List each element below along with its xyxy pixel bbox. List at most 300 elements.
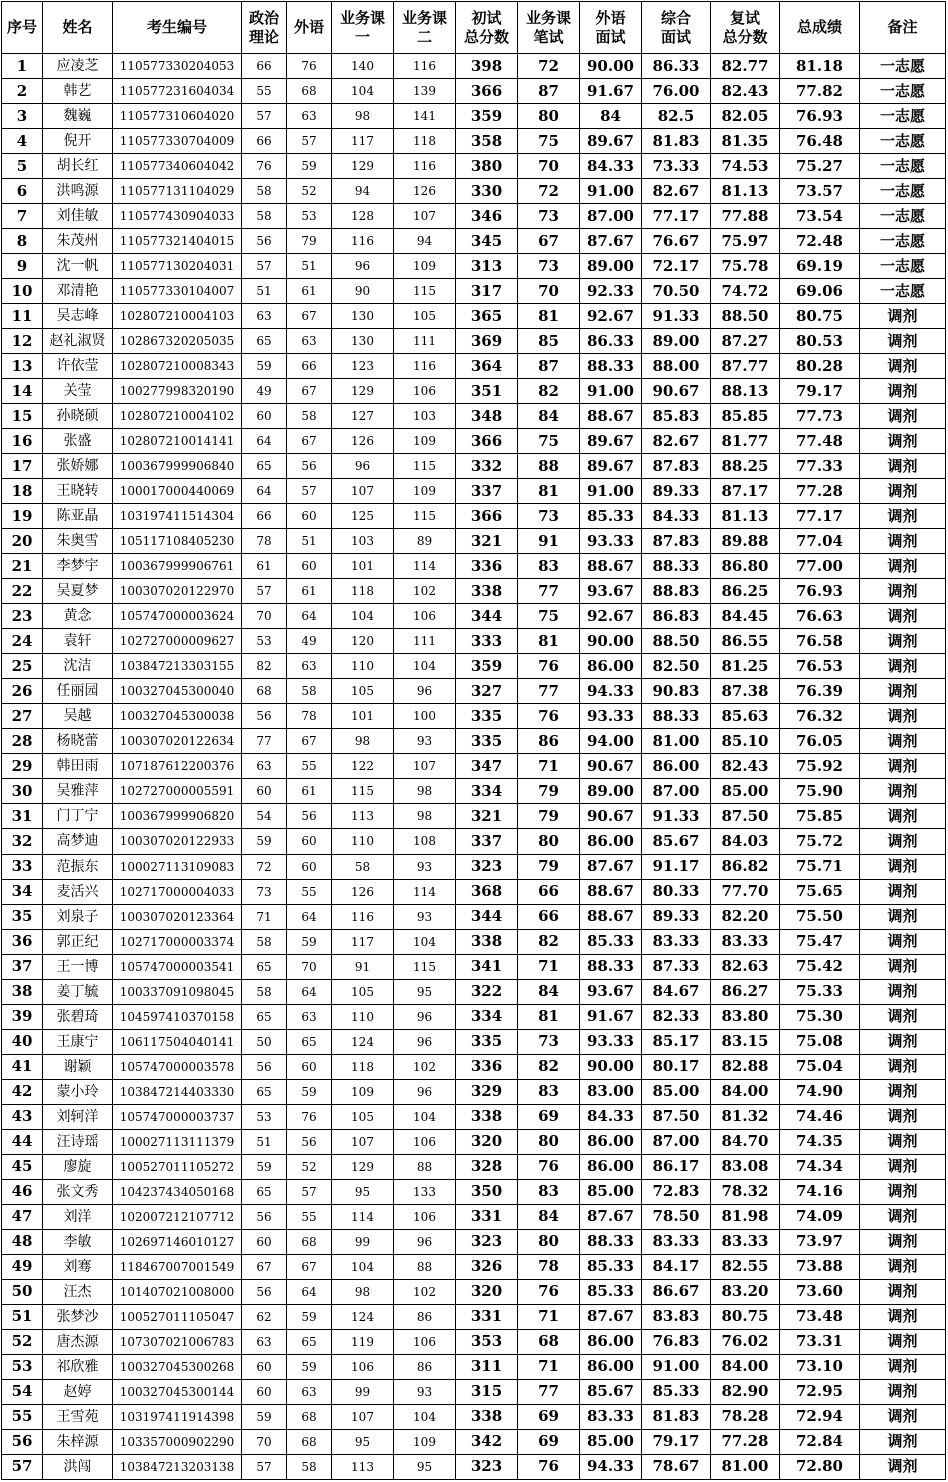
language-interview-cell: 83.00 [580, 1079, 642, 1104]
course-2-cell: 104 [394, 654, 456, 679]
written-test-cell: 80 [518, 829, 580, 854]
politics-cell: 54 [242, 804, 287, 829]
foreign-language-cell: 67 [287, 429, 332, 454]
comprehensive-interview-cell: 83.33 [642, 1229, 711, 1254]
prelim-total-cell: 342 [456, 1429, 518, 1454]
course-2-cell: 106 [394, 379, 456, 404]
comprehensive-interview-cell: 82.5 [642, 104, 711, 129]
table-row [2, 579, 946, 604]
remark-cell: 调剂 [860, 804, 946, 829]
language-interview-cell: 90.67 [580, 804, 642, 829]
header-retest-total: 复试 总分数 [711, 2, 780, 54]
foreign-language-cell: 66 [287, 354, 332, 379]
header-written-test: 业务课 笔试 [518, 2, 580, 54]
course-1-cell: 128 [332, 204, 394, 229]
course-1-cell: 126 [332, 429, 394, 454]
seq-cell: 45 [2, 1154, 43, 1179]
retest-total-cell: 83.80 [711, 1004, 780, 1029]
written-test-cell: 71 [518, 1354, 580, 1379]
course-1-cell: 109 [332, 1079, 394, 1104]
table-row [2, 854, 946, 879]
retest-total-cell: 85.00 [711, 779, 780, 804]
name-cell: 魏巍 [43, 104, 113, 129]
language-interview-cell: 87.67 [580, 1304, 642, 1329]
written-test-cell: 79 [518, 854, 580, 879]
final-score-cell: 75.30 [780, 1004, 860, 1029]
politics-cell: 50 [242, 1029, 287, 1054]
retest-total-cell: 81.98 [711, 1204, 780, 1229]
remark-cell: 调剂 [860, 404, 946, 429]
final-score-cell: 77.00 [780, 554, 860, 579]
seq-cell: 49 [2, 1254, 43, 1279]
exam-id-cell: 100027113111379 [113, 1129, 242, 1154]
retest-total-cell: 89.88 [711, 529, 780, 554]
course-2-cell: 95 [394, 1454, 456, 1479]
name-cell: 刘洋 [43, 1204, 113, 1229]
prelim-total-cell: 366 [456, 79, 518, 104]
course-2-cell: 106 [394, 1129, 456, 1154]
course-1-cell: 99 [332, 1229, 394, 1254]
table-row [2, 379, 946, 404]
remark-cell: 一志愿 [860, 179, 946, 204]
final-score-cell: 72.80 [780, 1454, 860, 1479]
written-test-cell: 71 [518, 1304, 580, 1329]
exam-id-cell: 106117504040141 [113, 1029, 242, 1054]
final-score-cell: 77.28 [780, 479, 860, 504]
seq-cell: 51 [2, 1304, 43, 1329]
final-score-cell: 75.33 [780, 979, 860, 1004]
exam-id-cell: 107187612200376 [113, 754, 242, 779]
retest-total-cell: 84.00 [711, 1354, 780, 1379]
prelim-total-cell: 341 [456, 954, 518, 979]
politics-cell: 56 [242, 1054, 287, 1079]
table-row [2, 1329, 946, 1354]
prelim-total-cell: 338 [456, 1104, 518, 1129]
comprehensive-interview-cell: 87.00 [642, 1129, 711, 1154]
comprehensive-interview-cell: 81.83 [642, 129, 711, 154]
prelim-total-cell: 336 [456, 554, 518, 579]
seq-cell: 10 [2, 279, 43, 304]
final-score-cell: 73.54 [780, 204, 860, 229]
prelim-total-cell: 333 [456, 629, 518, 654]
table-row [2, 554, 946, 579]
course-2-cell: 103 [394, 404, 456, 429]
remark-cell: 调剂 [860, 379, 946, 404]
seq-cell: 52 [2, 1329, 43, 1354]
politics-cell: 62 [242, 1304, 287, 1329]
foreign-language-cell: 60 [287, 554, 332, 579]
course-1-cell: 125 [332, 504, 394, 529]
table-row [2, 479, 946, 504]
final-score-cell: 75.42 [780, 954, 860, 979]
prelim-total-cell: 323 [456, 854, 518, 879]
name-cell: 洪鸣源 [43, 179, 113, 204]
exam-id-cell: 105747000003578 [113, 1054, 242, 1079]
exam-id-cell: 102807210004103 [113, 304, 242, 329]
final-score-cell: 75.47 [780, 929, 860, 954]
retest-total-cell: 86.27 [711, 979, 780, 1004]
comprehensive-interview-cell: 87.00 [642, 779, 711, 804]
retest-total-cell: 76.02 [711, 1329, 780, 1354]
comprehensive-interview-cell: 73.33 [642, 154, 711, 179]
table-row [2, 704, 946, 729]
remark-cell: 调剂 [860, 629, 946, 654]
politics-cell: 78 [242, 529, 287, 554]
politics-cell: 60 [242, 1229, 287, 1254]
retest-total-cell: 82.05 [711, 104, 780, 129]
name-cell: 门丁宁 [43, 804, 113, 829]
comprehensive-interview-cell: 76.00 [642, 79, 711, 104]
table-row [2, 1054, 946, 1079]
exam-id-cell: 102867320205035 [113, 329, 242, 354]
language-interview-cell: 92.33 [580, 279, 642, 304]
exam-id-cell: 100367999906761 [113, 554, 242, 579]
written-test-cell: 84 [518, 979, 580, 1004]
course-2-cell: 108 [394, 829, 456, 854]
comprehensive-interview-cell: 89.00 [642, 329, 711, 354]
language-interview-cell: 86.33 [580, 329, 642, 354]
final-score-cell: 72.95 [780, 1379, 860, 1404]
comprehensive-interview-cell: 87.33 [642, 954, 711, 979]
name-cell: 汪杰 [43, 1279, 113, 1304]
course-2-cell: 116 [394, 354, 456, 379]
table-row [2, 1229, 946, 1254]
foreign-language-cell: 59 [287, 929, 332, 954]
prelim-total-cell: 369 [456, 329, 518, 354]
language-interview-cell: 93.33 [580, 529, 642, 554]
course-2-cell: 98 [394, 779, 456, 804]
final-score-cell: 76.48 [780, 129, 860, 154]
table-row [2, 454, 946, 479]
seq-cell: 36 [2, 929, 43, 954]
table-row [2, 1379, 946, 1404]
table-header-row [2, 2, 946, 54]
exam-id-cell: 110577330704009 [113, 129, 242, 154]
remark-cell: 调剂 [860, 1079, 946, 1104]
foreign-language-cell: 64 [287, 979, 332, 1004]
exam-id-cell: 102807210014141 [113, 429, 242, 454]
seq-cell: 18 [2, 479, 43, 504]
seq-cell: 14 [2, 379, 43, 404]
name-cell: 洪闯 [43, 1454, 113, 1479]
exam-id-cell: 101407021008000 [113, 1279, 242, 1304]
politics-cell: 57 [242, 579, 287, 604]
retest-total-cell: 86.80 [711, 554, 780, 579]
foreign-language-cell: 52 [287, 179, 332, 204]
table-row [2, 404, 946, 429]
language-interview-cell: 88.33 [580, 1229, 642, 1254]
remark-cell: 调剂 [860, 1429, 946, 1454]
course-2-cell: 96 [394, 1004, 456, 1029]
written-test-cell: 73 [518, 204, 580, 229]
exam-id-cell: 104597410370158 [113, 1004, 242, 1029]
written-test-cell: 81 [518, 1004, 580, 1029]
exam-id-cell: 100307020122970 [113, 579, 242, 604]
remark-cell: 调剂 [860, 904, 946, 929]
table-row [2, 729, 946, 754]
retest-total-cell: 88.50 [711, 304, 780, 329]
remark-cell: 调剂 [860, 1279, 946, 1304]
name-cell: 王康宁 [43, 1029, 113, 1054]
name-cell: 胡长红 [43, 154, 113, 179]
prelim-total-cell: 344 [456, 904, 518, 929]
written-test-cell: 70 [518, 279, 580, 304]
written-test-cell: 84 [518, 1204, 580, 1229]
comprehensive-interview-cell: 80.33 [642, 879, 711, 904]
prelim-total-cell: 331 [456, 1304, 518, 1329]
table-row [2, 129, 946, 154]
seq-cell: 38 [2, 979, 43, 1004]
foreign-language-cell: 53 [287, 204, 332, 229]
comprehensive-interview-cell: 82.67 [642, 429, 711, 454]
retest-total-cell: 87.38 [711, 679, 780, 704]
seq-cell: 3 [2, 104, 43, 129]
prelim-total-cell: 321 [456, 529, 518, 554]
exam-id-cell: 110577430904033 [113, 204, 242, 229]
exam-id-cell: 105747000003624 [113, 604, 242, 629]
prelim-total-cell: 320 [456, 1279, 518, 1304]
exam-id-cell: 110577231604034 [113, 79, 242, 104]
course-2-cell: 96 [394, 679, 456, 704]
remark-cell: 一志愿 [860, 79, 946, 104]
foreign-language-cell: 55 [287, 1204, 332, 1229]
exam-id-cell: 100327045300038 [113, 704, 242, 729]
table-row [2, 1429, 946, 1454]
name-cell: 赵礼淑贤 [43, 329, 113, 354]
politics-cell: 59 [242, 354, 287, 379]
comprehensive-interview-cell: 79.17 [642, 1429, 711, 1454]
seq-cell: 33 [2, 854, 43, 879]
score-table [1, 1, 946, 1480]
exam-id-cell: 103197411514304 [113, 504, 242, 529]
written-test-cell: 69 [518, 1104, 580, 1129]
seq-cell: 13 [2, 354, 43, 379]
retest-total-cell: 83.33 [711, 1229, 780, 1254]
written-test-cell: 78 [518, 1254, 580, 1279]
course-2-cell: 93 [394, 854, 456, 879]
table-row [2, 679, 946, 704]
written-test-cell: 86 [518, 729, 580, 754]
course-1-cell: 124 [332, 1029, 394, 1054]
remark-cell: 调剂 [860, 354, 946, 379]
written-test-cell: 72 [518, 179, 580, 204]
comprehensive-interview-cell: 91.00 [642, 1354, 711, 1379]
name-cell: 谢颖 [43, 1054, 113, 1079]
language-interview-cell: 91.00 [580, 179, 642, 204]
course-1-cell: 126 [332, 879, 394, 904]
comprehensive-interview-cell: 84.67 [642, 979, 711, 1004]
final-score-cell: 74.09 [780, 1204, 860, 1229]
retest-total-cell: 82.63 [711, 954, 780, 979]
politics-cell: 58 [242, 929, 287, 954]
remark-cell: 一志愿 [860, 54, 946, 79]
table-row [2, 154, 946, 179]
retest-total-cell: 81.77 [711, 429, 780, 454]
seq-cell: 44 [2, 1129, 43, 1154]
politics-cell: 68 [242, 679, 287, 704]
comprehensive-interview-cell: 81.00 [642, 729, 711, 754]
table-row [2, 279, 946, 304]
course-2-cell: 116 [394, 154, 456, 179]
final-score-cell: 77.04 [780, 529, 860, 554]
retest-total-cell: 82.20 [711, 904, 780, 929]
remark-cell: 调剂 [860, 1329, 946, 1354]
exam-id-cell: 105747000003541 [113, 954, 242, 979]
foreign-language-cell: 59 [287, 1304, 332, 1329]
course-1-cell: 104 [332, 604, 394, 629]
language-interview-cell: 93.67 [580, 979, 642, 1004]
table-row [2, 954, 946, 979]
remark-cell: 调剂 [860, 579, 946, 604]
comprehensive-interview-cell: 85.17 [642, 1029, 711, 1054]
prelim-total-cell: 313 [456, 254, 518, 279]
course-1-cell: 105 [332, 1104, 394, 1129]
comprehensive-interview-cell: 78.50 [642, 1204, 711, 1229]
written-test-cell: 79 [518, 779, 580, 804]
foreign-language-cell: 58 [287, 1454, 332, 1479]
comprehensive-interview-cell: 81.83 [642, 1404, 711, 1429]
politics-cell: 51 [242, 1129, 287, 1154]
seq-cell: 20 [2, 529, 43, 554]
course-2-cell: 102 [394, 1279, 456, 1304]
seq-cell: 37 [2, 954, 43, 979]
final-score-cell: 76.53 [780, 654, 860, 679]
header-comprehensive-interview: 综合 面试 [642, 2, 711, 54]
final-score-cell: 75.85 [780, 804, 860, 829]
name-cell: 任丽园 [43, 679, 113, 704]
name-cell: 刘骞 [43, 1254, 113, 1279]
name-cell: 张文秀 [43, 1179, 113, 1204]
seq-cell: 6 [2, 179, 43, 204]
comprehensive-interview-cell: 90.83 [642, 679, 711, 704]
language-interview-cell: 90.00 [580, 1054, 642, 1079]
language-interview-cell: 85.33 [580, 929, 642, 954]
retest-total-cell: 80.75 [711, 1304, 780, 1329]
prelim-total-cell: 380 [456, 154, 518, 179]
prelim-total-cell: 350 [456, 1179, 518, 1204]
retest-total-cell: 84.00 [711, 1079, 780, 1104]
politics-cell: 71 [242, 904, 287, 929]
course-1-cell: 115 [332, 779, 394, 804]
course-2-cell: 104 [394, 1104, 456, 1129]
seq-cell: 34 [2, 879, 43, 904]
written-test-cell: 73 [518, 1029, 580, 1054]
table-row [2, 229, 946, 254]
retest-total-cell: 82.88 [711, 1054, 780, 1079]
final-score-cell: 73.57 [780, 179, 860, 204]
final-score-cell: 75.92 [780, 754, 860, 779]
language-interview-cell: 84 [580, 104, 642, 129]
language-interview-cell: 85.33 [580, 1254, 642, 1279]
prelim-total-cell: 331 [456, 1204, 518, 1229]
table-row [2, 1304, 946, 1329]
course-2-cell: 118 [394, 129, 456, 154]
exam-id-cell: 102717000004033 [113, 879, 242, 904]
prelim-total-cell: 353 [456, 1329, 518, 1354]
table-row [2, 1454, 946, 1479]
comprehensive-interview-cell: 86.33 [642, 54, 711, 79]
seq-cell: 43 [2, 1104, 43, 1129]
foreign-language-cell: 76 [287, 1104, 332, 1129]
course-1-cell: 58 [332, 854, 394, 879]
course-2-cell: 109 [394, 254, 456, 279]
exam-id-cell: 100327045300268 [113, 1354, 242, 1379]
table-row [2, 754, 946, 779]
name-cell: 祁欣雅 [43, 1354, 113, 1379]
course-2-cell: 115 [394, 279, 456, 304]
final-score-cell: 79.17 [780, 379, 860, 404]
name-cell: 关莹 [43, 379, 113, 404]
written-test-cell: 77 [518, 679, 580, 704]
course-1-cell: 96 [332, 254, 394, 279]
politics-cell: 67 [242, 1254, 287, 1279]
retest-total-cell: 85.63 [711, 704, 780, 729]
seq-cell: 1 [2, 54, 43, 79]
seq-cell: 39 [2, 1004, 43, 1029]
seq-cell: 30 [2, 779, 43, 804]
seq-cell: 53 [2, 1354, 43, 1379]
remark-cell: 调剂 [860, 329, 946, 354]
course-1-cell: 95 [332, 1429, 394, 1454]
course-2-cell: 114 [394, 554, 456, 579]
written-test-cell: 80 [518, 1229, 580, 1254]
final-score-cell: 76.58 [780, 629, 860, 654]
remark-cell: 调剂 [860, 979, 946, 1004]
remark-cell: 一志愿 [860, 129, 946, 154]
final-score-cell: 76.93 [780, 104, 860, 129]
retest-total-cell: 87.50 [711, 804, 780, 829]
written-test-cell: 71 [518, 754, 580, 779]
language-interview-cell: 87.00 [580, 204, 642, 229]
written-test-cell: 73 [518, 254, 580, 279]
prelim-total-cell: 345 [456, 229, 518, 254]
written-test-cell: 83 [518, 554, 580, 579]
politics-cell: 57 [242, 254, 287, 279]
foreign-language-cell: 61 [287, 779, 332, 804]
seq-cell: 19 [2, 504, 43, 529]
course-1-cell: 104 [332, 1254, 394, 1279]
remark-cell: 调剂 [860, 529, 946, 554]
name-cell: 范振东 [43, 854, 113, 879]
exam-id-cell: 102727000005591 [113, 779, 242, 804]
name-cell: 张碧琦 [43, 1004, 113, 1029]
prelim-total-cell: 321 [456, 804, 518, 829]
table-row [2, 329, 946, 354]
table-row [2, 629, 946, 654]
table-row [2, 1079, 946, 1104]
course-1-cell: 103 [332, 529, 394, 554]
course-1-cell: 110 [332, 1004, 394, 1029]
comprehensive-interview-cell: 84.17 [642, 1254, 711, 1279]
final-score-cell: 73.10 [780, 1354, 860, 1379]
politics-cell: 58 [242, 204, 287, 229]
comprehensive-interview-cell: 88.33 [642, 554, 711, 579]
name-cell: 倪开 [43, 129, 113, 154]
retest-total-cell: 81.13 [711, 179, 780, 204]
header-course-2: 业务课 二 [394, 2, 456, 54]
prelim-total-cell: 323 [456, 1454, 518, 1479]
table-row [2, 1354, 946, 1379]
prelim-total-cell: 334 [456, 779, 518, 804]
comprehensive-interview-cell: 72.17 [642, 254, 711, 279]
course-1-cell: 119 [332, 1329, 394, 1354]
language-interview-cell: 91.67 [580, 79, 642, 104]
foreign-language-cell: 63 [287, 1004, 332, 1029]
prelim-total-cell: 366 [456, 429, 518, 454]
language-interview-cell: 86.00 [580, 1329, 642, 1354]
header-politics: 政治 理论 [242, 2, 287, 54]
seq-cell: 41 [2, 1054, 43, 1079]
